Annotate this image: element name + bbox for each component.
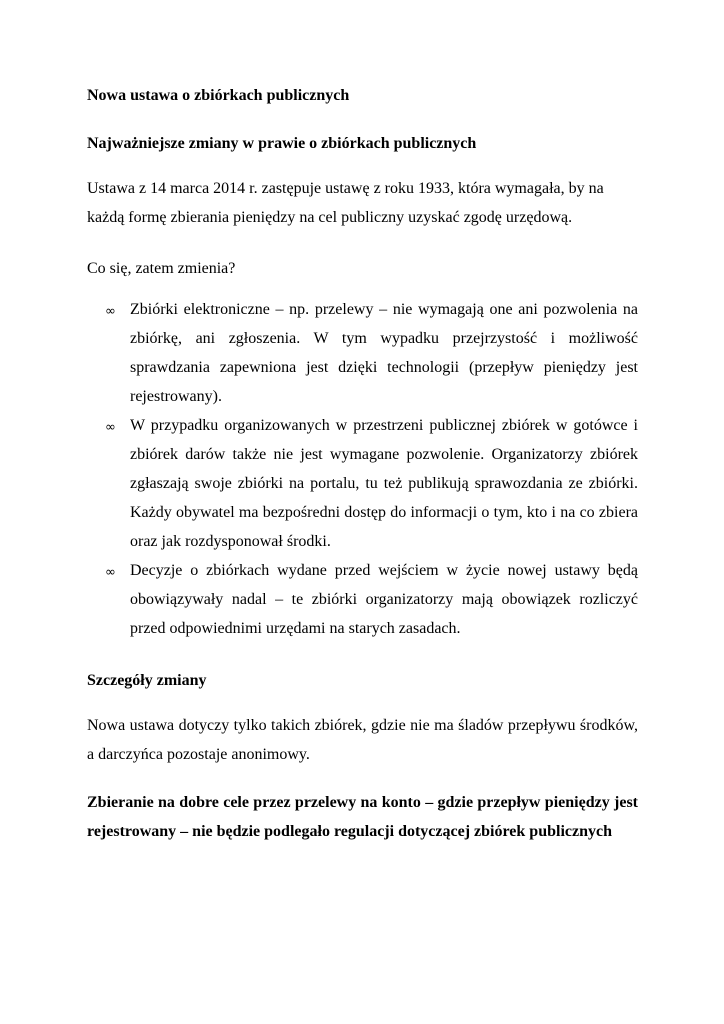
list-item-text: Decyzje o zbiórkach wydane przed wejściem w życie nowej ustawy będą obowiązywały nadal – te zbiórki organizatorzy mają obowiązek rozliczyć przed odpowiednimi urzędami na starych zasadach. xyxy=(130,562,638,637)
section-heading: Szczegóły zmiany xyxy=(87,672,207,689)
infinity-bullet-icon: ∞ xyxy=(105,304,116,319)
changes-list xyxy=(0,295,724,643)
list-item-text: Zbiórki elektroniczne – np. przelewy – nie wymagają one ani pozwolenia na zbiórkę, ani zgłoszenia. W tym wypadku przejrzystość i możliwość sprawdzania zapewniona jest dzięki technologii (przepływ pieniędzy jest rejestrowany). xyxy=(130,301,638,405)
list-item-text: W przypadku organizowanych w przestrzeni publicznej zbiórek w gotówce i zbiórek darów także nie jest wymagane pozwolenie. Organizatorzy zbiórek zgłaszają swoje zbiórki na portalu, tu też publikują sprawozdania ze zbiórki. Każdy obywatel ma bezpośredni dostęp do informacji o tym, kto i na co zbiera oraz jak rozdysponował środki. xyxy=(130,417,638,550)
list-item xyxy=(0,411,724,556)
infinity-bullet-icon: ∞ xyxy=(105,420,116,435)
details-paragraph: Nowa ustawa dotyczy tylko takich zbiórek, gdzie nie ma śladów przepływu środków, a darczyńca pozostaje anonimowy. xyxy=(87,717,638,763)
document-title: Nowa ustawa o zbiórkach publicznych xyxy=(87,87,350,104)
infinity-bullet-icon: ∞ xyxy=(105,565,116,580)
document-subtitle: Najważniejsze zmiany w prawie o zbiórkach publicznych xyxy=(87,135,477,152)
conclusion-paragraph: Zbieranie na dobre cele przez przelewy na konto – gdzie przepływ pieniędzy jest rejestrowany – nie będzie podlegało regulacji dotyczącej zbiórek publicznych xyxy=(87,794,638,840)
question-paragraph: Co się, zatem zmienia? xyxy=(87,260,236,277)
list-item xyxy=(0,556,724,643)
list-item xyxy=(0,295,724,411)
intro-paragraph: Ustawa z 14 marca 2014 r. zastępuje ustawę z roku 1933, która wymagała, by na każdą formę zbierania pieniędzy na cel publiczny uzyskać zgodę urzędową. xyxy=(87,180,604,226)
